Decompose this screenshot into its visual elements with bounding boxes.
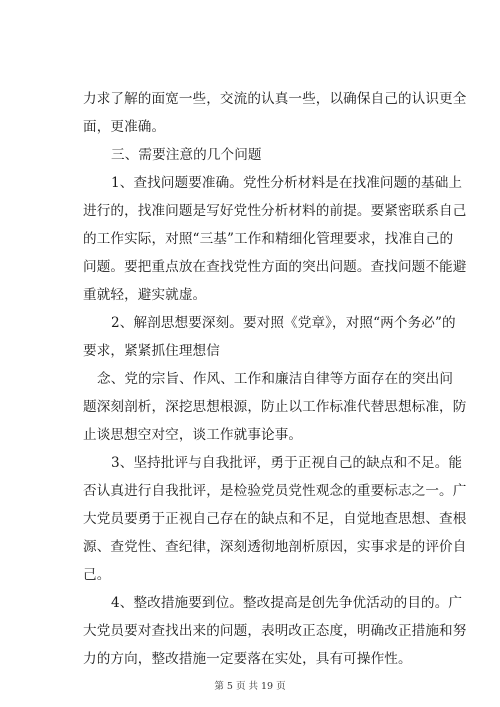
paragraph-line: 2、解剖思想要深刻。要对照《党章》，对照“两个务必”的 [111,315,456,331]
paragraph-line: 源、查党性、查纪律，深刻透彻地剖析原因，实事求是的评价自 [83,539,467,555]
paragraph-line: 面，更准确。 [83,119,166,135]
paragraph-line: 大党员要对查找出来的问题，表明改正态度，明确改正措施和努 [83,623,467,639]
section-heading: 三、需要注意的几个问题 [111,147,262,163]
paragraph-line: 重就轻，避实就虚。 [83,287,207,303]
paragraph-line: 进行的，找准问题是写好党性分析材料的前提。要紧密联系自己 [83,203,467,219]
paragraph-line: 要求，紧紧抓住理想信 [83,343,220,359]
paragraph-line: 力的方向，整改措施一定要落在实处，具有可操作性。 [83,651,412,667]
paragraph-line: 问题。要把重点放在查找党性方面的突出问题。查找问题不能避 [83,259,467,275]
paragraph-line: 题深刻剖析，深挖思想根源，防止以工作标准代替思想标准，防 [83,399,467,415]
paragraph-line: 止谈思想空对空，谈工作就事论事。 [83,427,303,443]
paragraph-line: 的工作实际，对照“三基”工作和精细化管理要求，找准自己的 [83,231,454,247]
paragraph-line: 力求了解的面宽一些，交流的认真一些，以确保自己的认识更全 [83,91,467,107]
paragraph-line: 己。 [83,567,111,583]
paragraph-line: 念、党的宗旨、作风、工作和廉洁自律等方面存在的突出问 [97,371,454,387]
paragraph-line: 1、查找问题要准确。党性分析材料是在找准问题的基础上 [111,175,463,191]
paragraph-line: 大党员要勇于正视自己存在的缺点和不足，自觉地查思想、查根 [83,511,467,527]
paragraph-line: 否认真进行自我批评，是检验党员党性观念的重要标志之一。广 [83,483,467,499]
paragraph-line: 3、坚持批评与自我批评，勇于正视自己的缺点和不足。能 [111,455,463,471]
page-number-footer: 第 5 页 共 19 页 [214,681,286,692]
paragraph-line: 4、整改措施要到位。整改提高是创先争优活动的目的。广 [111,595,463,611]
